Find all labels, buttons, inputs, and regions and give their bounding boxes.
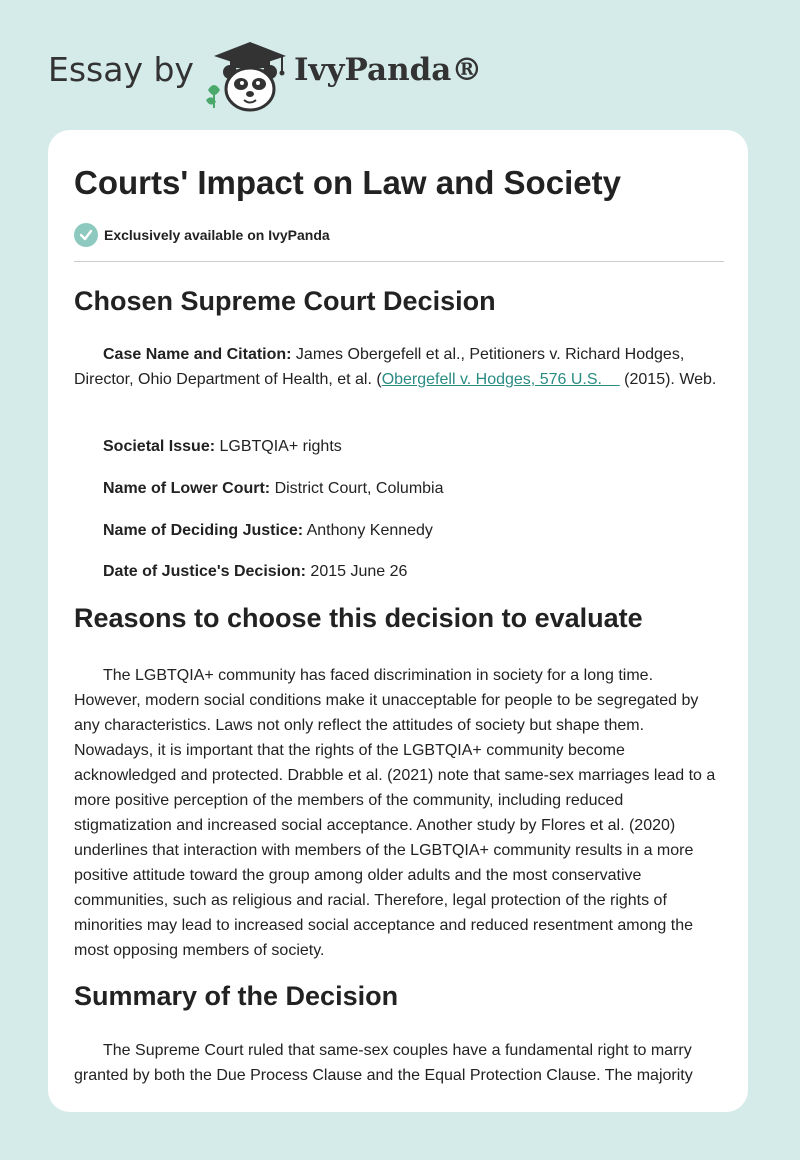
panda-logo-icon — [200, 34, 290, 114]
brand-name: IvyPanda® — [294, 52, 483, 88]
field-label: Date of Justice's Decision: — [103, 563, 306, 580]
check-circle-icon — [74, 223, 98, 247]
section-body: The LGBTQIA+ community has faced discrimination in society for a long time. However, modern social conditions make it unacceptable for people to be segregated by any characteristics. Laws not only reflect the attitudes of society but shape them. Nowadays, it is important that the rights of the LGBTQIA+ community become acknowledged and protected. Drabble et al. (2021) note that same-sex marriages lead to a more positive perception of the members of the community, including reduced stigmatization and increased social acceptance. Another study by Flores et al. (2020) underlines that interaction with members of the LGBTQIA+ community results in a more positive attitude toward the group among older adults and the most conservative communities, such as religious and racial. Therefore, legal protection of the rights of minorities may lead to increased social acceptance and reduced resentment among the most opposing members of society. — [74, 667, 716, 959]
field-value: Anthony Kennedy — [303, 522, 433, 539]
essay-card — [48, 130, 748, 1112]
field-label: Societal Issue: — [103, 438, 216, 455]
brand-prefix: Essay by — [48, 50, 194, 89]
field-lower-court — [103, 476, 444, 501]
field-value: District Court, Columbia — [270, 480, 444, 497]
brand-header — [48, 34, 508, 114]
badge-label: Exclusively available on IvyPanda — [104, 227, 330, 243]
case-text-after: (2015). Web. — [619, 371, 717, 388]
field-label: Name of Deciding Justice: — [103, 522, 304, 539]
citation-link[interactable]: Obergefell v. Hodges, 576 U.S. — [381, 371, 620, 388]
divider — [74, 261, 724, 262]
section-body: The Supreme Court ruled that same-sex couples have a fundamental right to marry granted by both the Due Process Clause and the Equal Protection Clause. The majority — [74, 1042, 693, 1084]
case-label: Case Name and Citation: — [103, 346, 292, 363]
essay-title: Courts' Impact on Law and Society — [74, 164, 621, 201]
section-heading: Summary of the Decision — [74, 981, 399, 1011]
field-value: LGBTQIA+ rights — [215, 438, 342, 455]
exclusive-badge — [74, 222, 330, 248]
field-decision-date — [103, 559, 407, 584]
field-deciding-justice — [103, 518, 433, 543]
section-heading: Chosen Supreme Court Decision — [74, 286, 496, 316]
field-label: Name of Lower Court: — [103, 480, 271, 497]
field-value: 2015 June 26 — [305, 563, 408, 580]
field-societal-issue — [103, 434, 342, 459]
case-citation — [74, 342, 724, 392]
case-text: James Obergefell et al., Petitioners v. Richard Hodges, Director, Ohio Department of Health, et al. ( — [74, 346, 685, 388]
section-heading: Reasons to choose this decision to evaluate — [74, 603, 643, 633]
